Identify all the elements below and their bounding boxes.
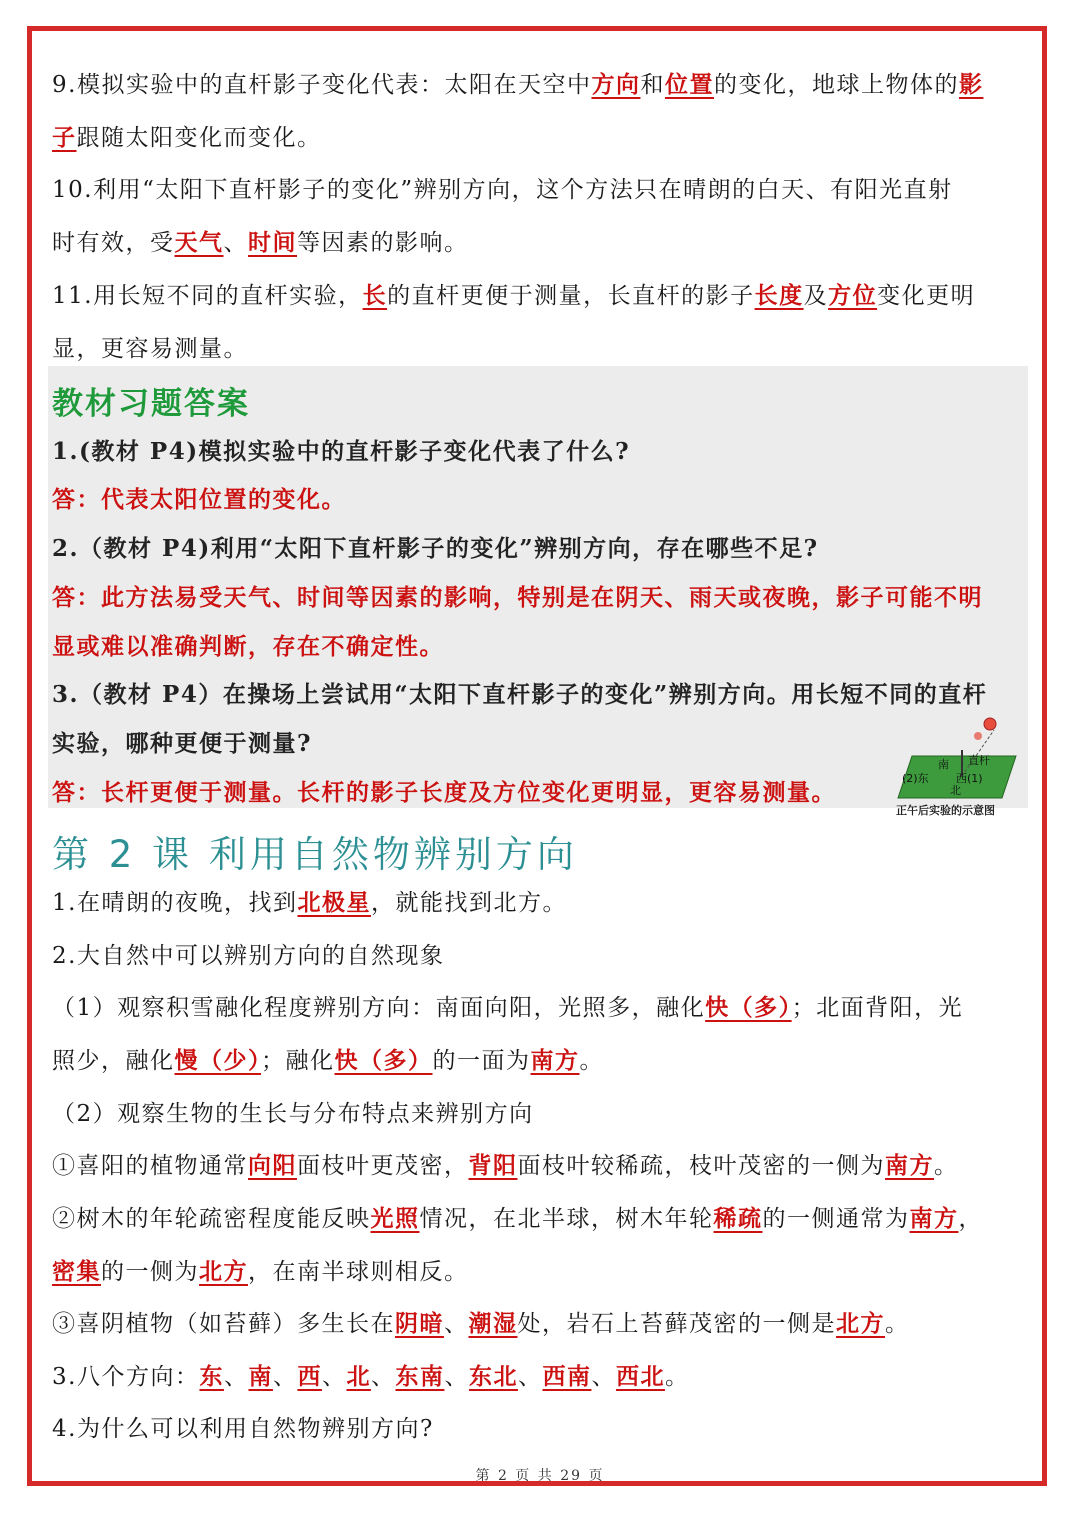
- keyword: 西北: [615, 1363, 665, 1390]
- keyword: 东北: [468, 1363, 518, 1390]
- lesson-line-3b: 照少，融化慢（少）；融化快（多）的一面为南方。: [52, 1047, 604, 1074]
- answer-2a: 答：此方法易受天气、时间等因素的影响，特别是在阴天、雨天或夜晚，影子可能不明: [52, 584, 983, 611]
- lesson-line-7: ③喜阴植物（如苔藓）多生长在阴暗、潮湿处，岩石上苔藓茂密的一侧是北方。: [52, 1310, 910, 1337]
- label-east: (2)东: [902, 772, 929, 785]
- text-line-10a: 10.利用“太阳下直杆影子的变化”辨别方向，这个方法只在晴朗的白天、有阳光直射: [52, 177, 953, 203]
- keyword: 长度: [754, 282, 804, 309]
- keyword: 密集: [52, 1258, 101, 1285]
- keyword: 子: [52, 124, 77, 151]
- answer-1: 答：代表太阳位置的变化。: [52, 486, 346, 513]
- keyword: 东: [199, 1363, 224, 1390]
- question-2: 2.（教材 P4)利用“太阳下直杆影子的变化”辨别方向，存在哪些不足?: [52, 535, 819, 562]
- keyword: 北极星: [297, 889, 371, 916]
- figure-caption: 正午后实验的示意图: [896, 804, 995, 817]
- text-line-11b: 显，更容易测量。: [52, 336, 248, 362]
- lesson-line-8: 3.八个方向：东、南、西、北、东南、东北、西南、西北。: [52, 1363, 690, 1390]
- keyword: 方位: [828, 282, 878, 309]
- question-3a: 3.（教材 P4）在操场上尝试用“太阳下直杆影子的变化”辨别方向。用长短不同的直杆: [52, 681, 988, 708]
- keyword: 阴暗: [395, 1310, 444, 1337]
- keyword: 稀疏: [713, 1205, 763, 1232]
- lesson-line-9: 4.为什么可以利用自然物辨别方向?: [52, 1416, 434, 1442]
- lesson-title: 第 2 课 利用自然物辨别方向: [52, 833, 578, 876]
- keyword: 位置: [664, 71, 714, 98]
- keyword: 北方: [836, 1310, 885, 1337]
- answer-3: 答：长杆更便于测量。长杆的影子长度及方位变化更明显，更容易测量。: [52, 779, 836, 806]
- question-3b: 实验，哪种更便于测量?: [52, 730, 312, 757]
- keyword: 南方: [530, 1047, 580, 1074]
- label-south: 南: [938, 758, 949, 771]
- keyword: 慢（少）: [174, 1047, 261, 1074]
- answer-2b: 显或难以准确判断，存在不确定性。: [52, 633, 444, 660]
- section-title: 教材习题答案: [52, 386, 250, 422]
- label-pole: 直杆: [968, 754, 990, 767]
- keyword: 南: [248, 1363, 273, 1390]
- keyword: 天气: [174, 229, 224, 256]
- keyword: 南方: [909, 1205, 959, 1232]
- keyword: 影: [958, 71, 984, 98]
- keyword: 西: [297, 1363, 322, 1390]
- lesson-line-3a: （1）观察积雪融化程度辨别方向：南面向阳，光照多，融化快（多）；北面背阳，光: [52, 994, 964, 1021]
- text-line-10b: 时有效，受天气、时间等因素的影响。: [52, 229, 469, 256]
- lesson-line-5: ①喜阳的植物通常向阳面枝叶更茂密，背阳面枝叶较稀疏，枝叶茂密的一侧为南方。: [52, 1152, 959, 1179]
- keyword: 时间: [248, 229, 297, 256]
- lesson-line-6b: 密集的一侧为北方，在南半球则相反。: [52, 1258, 469, 1285]
- keyword: 方向: [591, 71, 641, 98]
- lesson-line-4: （2）观察生物的生长与分布特点来辨别方向: [52, 1101, 534, 1127]
- lesson-line-1: 1.在晴朗的夜晚，找到北极星，就能找到北方。: [52, 889, 567, 916]
- keyword: 背阳: [468, 1152, 518, 1179]
- sun-path-icon: [974, 732, 982, 740]
- lesson-line-6a: ②树木的年轮疏密程度能反映光照情况，在北半球，树木年轮稀疏的一侧通常为南方，: [52, 1205, 983, 1232]
- question-1: 1.(教材 P4)模拟实验中的直杆影子变化代表了什么?: [52, 438, 631, 465]
- text-line-11a: 11.用长短不同的直杆实验，长的直杆更便于测量，长直杆的影子长度及方位变化更明: [52, 282, 976, 309]
- keyword: 南方: [885, 1152, 934, 1179]
- sun-icon: [984, 718, 996, 730]
- label-west: 西(1): [956, 772, 983, 785]
- keyword: 快（多）: [705, 994, 792, 1021]
- page-footer: 第 2 页 共 29 页: [475, 1468, 605, 1484]
- keyword: 潮湿: [468, 1310, 518, 1337]
- keyword: 光照: [370, 1205, 420, 1232]
- keyword: 西南: [542, 1363, 592, 1390]
- keyword: 北方: [199, 1258, 248, 1285]
- keyword: 东南: [395, 1363, 445, 1390]
- keyword: 长: [362, 282, 388, 309]
- label-north: 北: [950, 784, 961, 797]
- keyword: 向阳: [248, 1152, 297, 1179]
- text-line-9b: 子跟随太阳变化而变化。: [52, 124, 322, 151]
- keyword: 快（多）: [334, 1047, 433, 1074]
- lesson-line-2: 2.大自然中可以辨别方向的自然现象: [52, 943, 445, 969]
- text-line-9a: 9.模拟实验中的直杆影子变化代表：太阳在天空中方向和位置的变化，地球上物体的影: [52, 71, 984, 98]
- keyword: 北: [346, 1363, 371, 1390]
